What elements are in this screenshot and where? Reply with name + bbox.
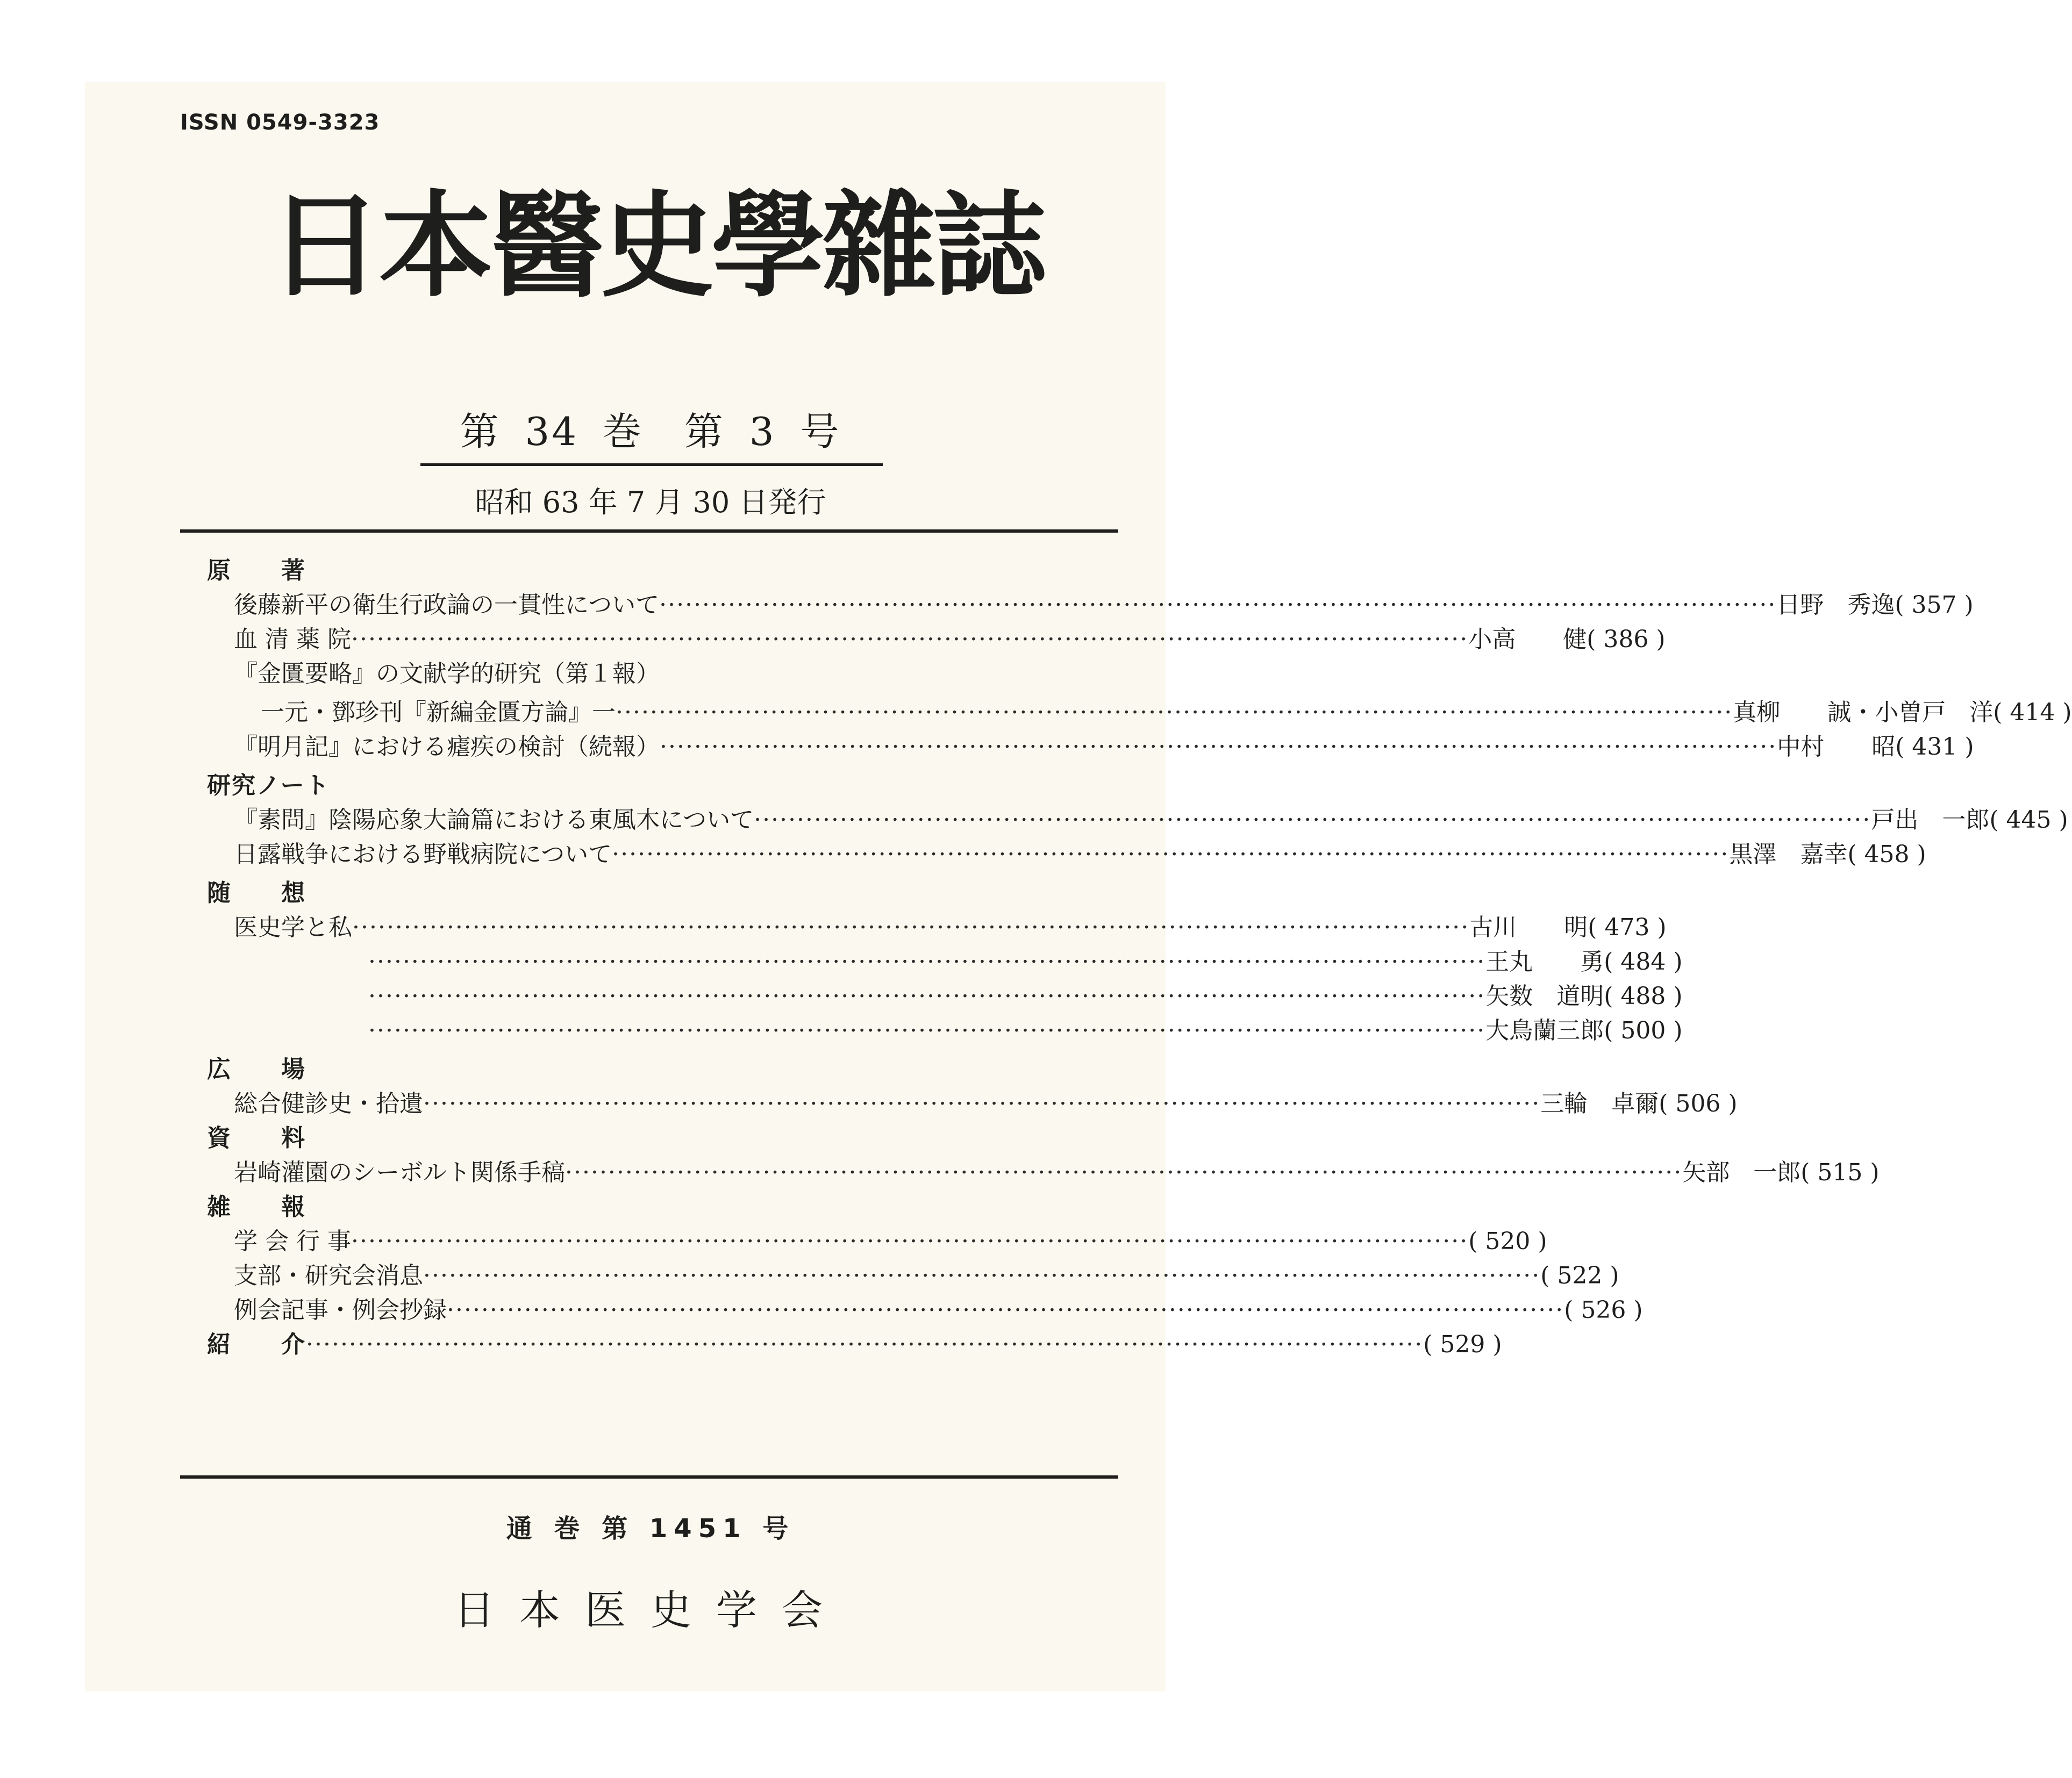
entry-page: ( 414 ) (1993, 699, 2072, 726)
section-heading: 原 著 (207, 557, 306, 584)
toc-top-rule (180, 529, 1118, 533)
entry-author: 古川 明 (1469, 914, 1588, 941)
toc-entry[interactable] (207, 803, 2068, 837)
entry-author: 戸出 一郎 (1871, 806, 1990, 834)
toc-entry[interactable] (207, 696, 2072, 730)
entry-title: 『明月記』における瘧疾の検討（続報） (234, 733, 660, 761)
section-heading: 紹 介 (207, 1331, 306, 1358)
entry-page: ( 431 ) (1895, 733, 1974, 761)
publisher-name: 日本医史学会 (454, 1586, 847, 1634)
toc-entry[interactable] (207, 1087, 1738, 1121)
dot-leader: ·································································································································· (447, 1296, 1564, 1324)
toc-entry[interactable] (207, 979, 1683, 1014)
entry-title: 総合健診史・拾遺 (234, 1090, 423, 1117)
publication-date: 昭和 63 年 7 月 30 日発行 (475, 485, 826, 519)
dot-leader: ·································································································································· (351, 626, 1469, 653)
toc-entry[interactable] (207, 837, 1926, 872)
dot-leader: ·································································································································· (351, 1228, 1469, 1255)
table-of-contents (207, 554, 2072, 1362)
toc-entry[interactable] (207, 1328, 1502, 1362)
entry-page: ( 386 ) (1587, 626, 1666, 653)
dot-leader: ·································································································································· (352, 914, 1470, 941)
entry-title: 医史学と私 (234, 914, 352, 941)
dot-leader: ·································································································································· (306, 1331, 1424, 1358)
section-heading: 研究ノート (207, 772, 330, 799)
entry-page: ( 473 ) (1588, 914, 1667, 941)
entry-page: ( 522 ) (1540, 1262, 1619, 1289)
toc-entry[interactable] (207, 657, 1094, 691)
dot-leader: ·································································································································· (659, 591, 1777, 619)
entry-page: ( 520 ) (1468, 1228, 1547, 1255)
dot-leader: ·································································································································· (368, 1017, 1486, 1044)
dot-leader: ·································································································································· (368, 948, 1486, 976)
entry-author: 矢部 一郎 (1682, 1159, 1801, 1186)
entry-author: 大鳥蘭三郎 (1485, 1017, 1604, 1044)
issn: ISSN 0549-3323 (180, 110, 380, 135)
entry-page: ( 500 ) (1604, 1017, 1683, 1044)
toc-entry[interactable] (207, 1156, 1880, 1190)
entry-page: ( 526 ) (1564, 1296, 1643, 1324)
entry-page: ( 488 ) (1604, 983, 1683, 1010)
dot-leader: ·································································································································· (754, 806, 1871, 834)
dot-leader: ·································································································································· (612, 841, 1730, 868)
toc-entry[interactable] (207, 910, 1667, 945)
entry-title: 血 清 薬 院 (234, 626, 351, 653)
entry-title: 例会記事・例会抄録 (234, 1296, 447, 1324)
dot-leader: ·································································································································· (423, 1262, 1541, 1289)
entry-author: 日野 秀逸 (1776, 591, 1895, 619)
toc-entry[interactable] (207, 1259, 1619, 1293)
entry-page: ( 484 ) (1604, 948, 1683, 976)
entry-title: 『素問』陰陽応象大論篇における東風木について (234, 806, 754, 834)
volume-underline (420, 463, 883, 466)
section-heading: 雑 報 (207, 1193, 306, 1221)
entry-author: 矢数 道明 (1485, 983, 1604, 1010)
toc-entry[interactable] (207, 622, 1666, 657)
journal-title: 日本醫史學雜誌 (268, 180, 1044, 312)
section-heading: 広 場 (207, 1056, 306, 1083)
entry-title: 支部・研究会消息 (234, 1262, 423, 1289)
entry-author: 王丸 勇 (1485, 948, 1604, 976)
entry-author: 小高 健 (1468, 626, 1587, 653)
entry-title: 『金匱要略』の文献学的研究（第１報） (234, 660, 660, 687)
entry-author: 三輪 卓爾 (1540, 1090, 1659, 1117)
entry-title: 学 会 行 事 (234, 1228, 351, 1255)
entry-title: 後藤新平の衛生行政論の一貫性について (234, 591, 660, 619)
toc-entry[interactable] (207, 1293, 1643, 1328)
section-heading: 資 料 (207, 1124, 306, 1152)
entry-subtitle: 一元・鄧珍刊『新編金匱方論』一 (261, 699, 616, 726)
entry-title: 岩崎灌園のシーボルト関係手稿 (234, 1159, 565, 1186)
serial-number: 通 巻 第 1451 号 (506, 1514, 795, 1544)
toc-bottom-rule (180, 1475, 1118, 1479)
entry-page: ( 529 ) (1423, 1331, 1502, 1358)
toc-entry[interactable] (207, 1014, 1683, 1048)
entry-author: 中村 昭 (1777, 733, 1896, 761)
entry-page: ( 458 ) (1847, 841, 1926, 868)
entry-page: ( 357 ) (1895, 591, 1974, 619)
entry-author: 真柳 誠・小曽戸 洋 (1733, 699, 1994, 726)
entry-page: ( 506 ) (1659, 1090, 1738, 1117)
entry-title: 日露戦争における野戦病院について (234, 841, 612, 868)
dot-leader: ·································································································································· (368, 983, 1486, 1010)
dot-leader: ·································································································································· (660, 733, 1777, 761)
section-heading: 随 想 (207, 879, 306, 907)
dot-leader: ·································································································································· (616, 699, 1733, 726)
entry-page: ( 515 ) (1801, 1159, 1880, 1186)
volume-issue: 第 34 巻 第 3 号 (460, 409, 841, 454)
dot-leader: ·································································································································· (423, 1090, 1541, 1117)
entry-author: 黒澤 嘉幸 (1729, 841, 1848, 868)
toc-entry[interactable] (207, 1224, 1547, 1259)
toc-entry[interactable] (207, 945, 1683, 979)
dot-leader: ·································································································································· (565, 1159, 1683, 1186)
toc-entry[interactable] (207, 730, 1974, 764)
entry-page: ( 445 ) (1989, 806, 2068, 834)
toc-entry[interactable] (207, 588, 1974, 622)
